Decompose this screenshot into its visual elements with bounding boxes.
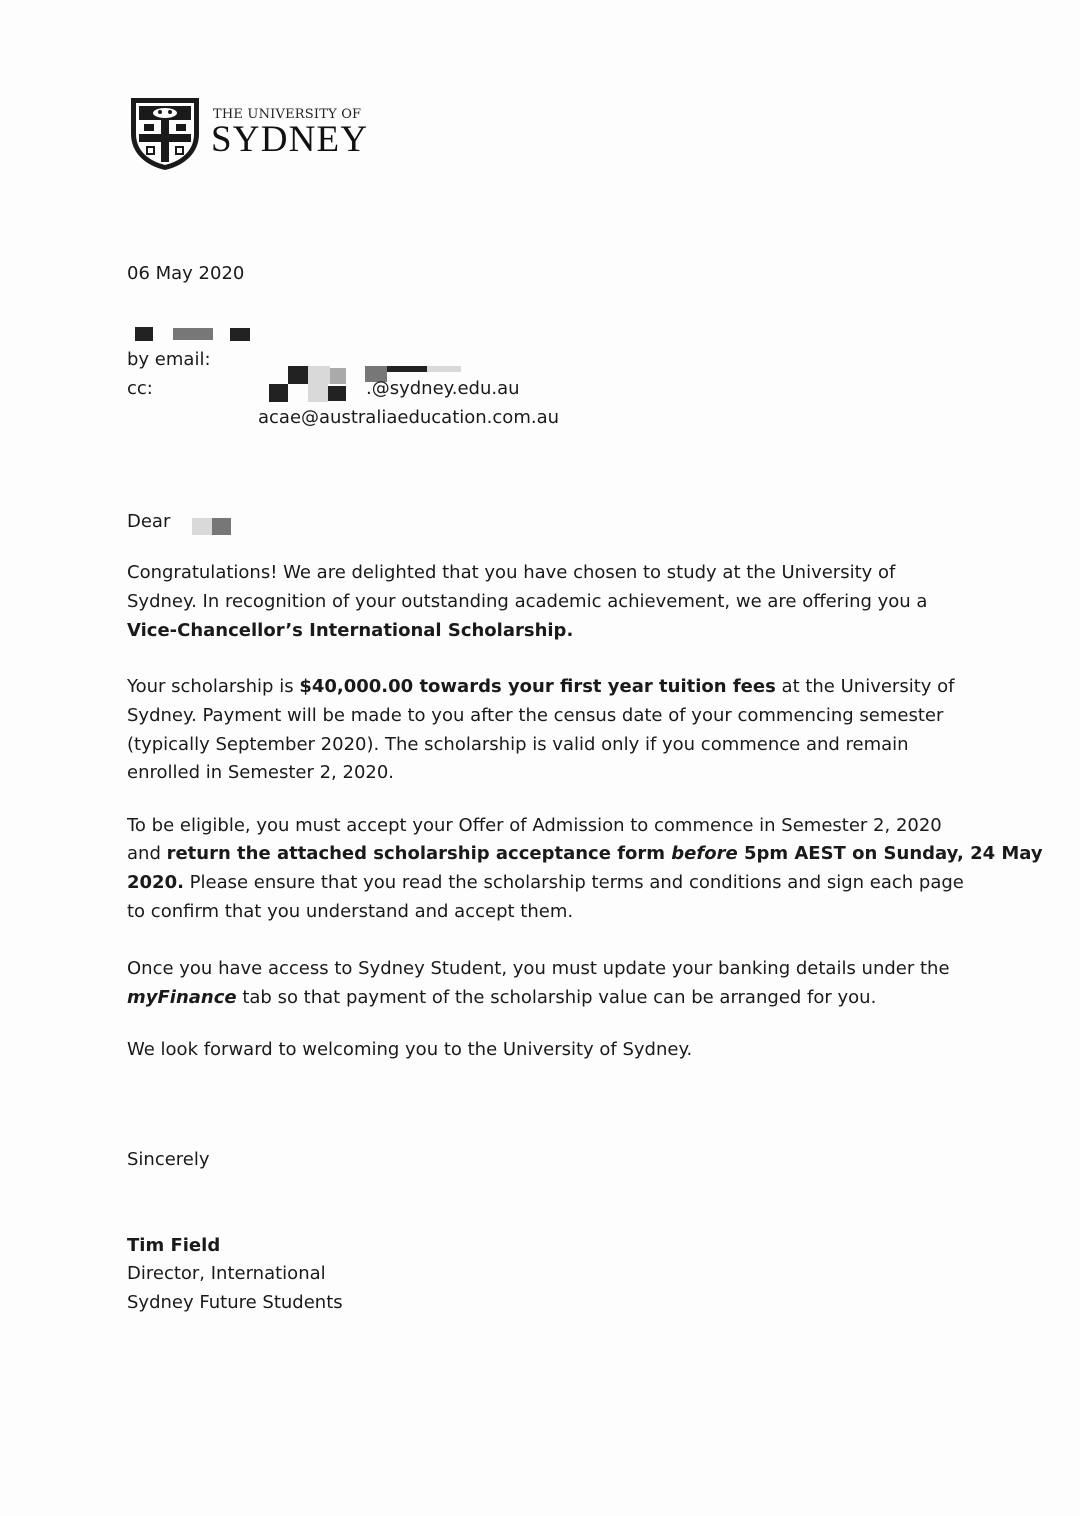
redacted-recipient-name	[135, 327, 153, 341]
p4-line2-post: tab so that payment of the scholarship value can be arranged for you.	[236, 987, 877, 1008]
p3-line2-deadline: 5pm AEST on Sunday, 24 May	[737, 843, 1043, 864]
p3-line2	[127, 840, 1043, 869]
p2-line1-pre: Your scholarship is	[127, 676, 300, 697]
university-logo	[127, 94, 367, 174]
myfinance-tab-name: myFinance	[127, 987, 237, 1008]
cc-email-2: acae@australiaeducation.com.au	[258, 407, 560, 428]
signatory-title: Director, International	[127, 1263, 326, 1284]
cc-label: cc:	[127, 378, 153, 399]
redacted-cc-email-9	[427, 366, 461, 372]
p3-line3	[127, 869, 964, 898]
scholarship-amount: $40,000.00 towards your first year tuition fees	[299, 676, 776, 697]
p2-line3: (typically September 2020). The scholarship is valid only if you commence and remain	[127, 734, 909, 755]
p1-line1: Congratulations! We are delighted that you have chosen to study at the University of	[127, 562, 896, 583]
p3-line2-before: before	[671, 843, 738, 864]
cc-email-1: .@sydney.edu.au	[366, 378, 520, 399]
logo-text-small: THE UNIVERSITY OF	[213, 107, 362, 122]
p3-line3-year: 2020.	[127, 872, 184, 893]
redacted-salutation-name-2	[212, 518, 231, 535]
by-email-label: by email:	[127, 349, 211, 370]
p3-line1: To be eligible, you must accept your Offer of Admission to commence in Semester 2, 2020	[127, 815, 942, 836]
p2-line1	[127, 673, 954, 702]
p4-line2	[127, 984, 876, 1013]
p3-line4: to confirm that you understand and accept them.	[127, 901, 574, 922]
redacted-cc-email-4	[269, 384, 288, 402]
signatory-name: Tim Field	[127, 1235, 221, 1256]
p2-line2: Sydney. Payment will be made to you after the census date of your commencing semester	[127, 705, 944, 726]
university-crest-icon	[127, 94, 203, 172]
p3-line2-pre: and	[127, 843, 167, 864]
redacted-cc-email-8	[387, 366, 427, 372]
redacted-cc-email-2	[308, 366, 330, 384]
p4-line1: Once you have access to Sydney Student, you must update your banking details under the	[127, 958, 950, 979]
redacted-recipient-name-2	[173, 328, 213, 340]
p3-line3-post: Please ensure that you read the scholarship terms and conditions and sign each page	[183, 872, 964, 893]
p2-line1-post: at the University of	[775, 676, 955, 697]
redacted-salutation-name	[192, 518, 212, 535]
logo-text-large: SYDNEY	[211, 119, 369, 160]
redacted-cc-email-6	[328, 386, 346, 401]
salutation: Dear	[127, 511, 171, 532]
redacted-cc-email-3	[330, 368, 346, 384]
p5: We look forward to welcoming you to the University of Sydney.	[127, 1039, 693, 1060]
p2-line4: enrolled in Semester 2, 2020.	[127, 762, 395, 783]
scholarship-name: Vice-Chancellor’s International Scholarship.	[127, 620, 574, 641]
redacted-cc-email-5	[308, 384, 328, 402]
redacted-cc-email	[288, 366, 308, 384]
letter-date: 06 May 2020	[127, 263, 245, 284]
closing: Sincerely	[127, 1149, 210, 1170]
p1-line2: Sydney. In recognition of your outstanding academic achievement, we are offering you a	[127, 591, 928, 612]
signatory-department: Sydney Future Students	[127, 1292, 343, 1313]
redacted-recipient-name-3	[230, 328, 250, 341]
p3-line2-bold: return the attached scholarship acceptance form	[166, 843, 672, 864]
